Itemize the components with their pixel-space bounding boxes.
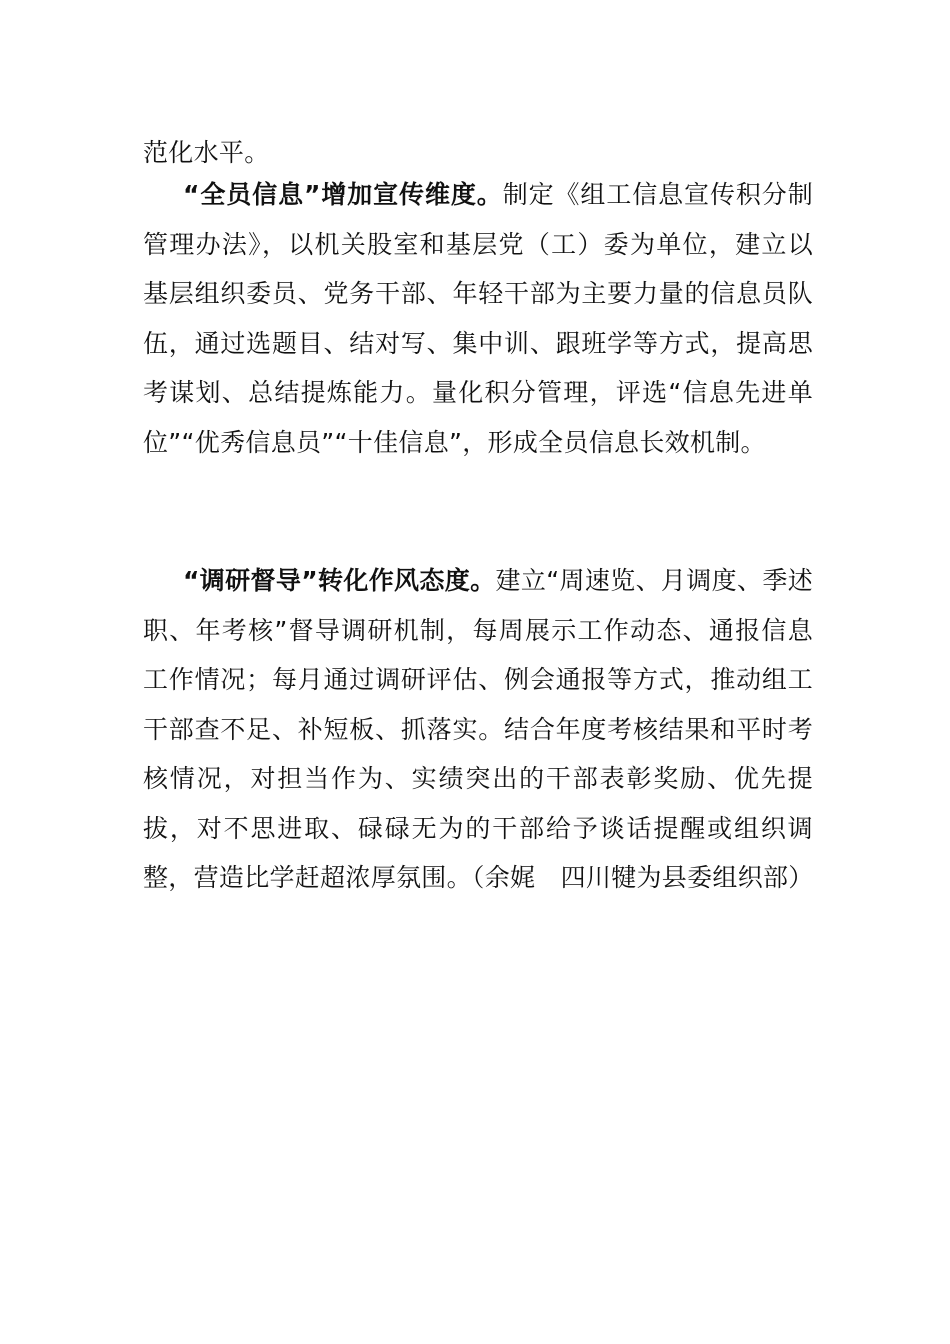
paragraph-body: 建立“周速览、月调度、季述职、年考核”督导调研机制，每周展示工作动态、通报信息工作情况；每月通过调研评估、例会通报等方式，推动组工干部查不足、补短板、抓落实。结合年度考核结果和平时考核情况，对担当作为、实绩突出的干部表彰奖励、优先提拔，对不思进取、碌碌无为的干部给予谈话提醒或组织调整，营造比学赶超浓厚氛围。（余娓 四川犍为县委组织部） — [143, 566, 814, 892]
paragraph-heading: “全员信息”增加宣传维度。 — [183, 180, 503, 209]
paragraph-heading: “调研督导”转化作风态度。 — [183, 566, 496, 595]
paragraph-research-supervision — [143, 556, 813, 903]
paragraph-body: 制定《组工信息宣传积分制管理办法》，以机关股室和基层党（工）委为单位，建立以基层组织委员、党务干部、年轻干部为主要力量的信息员队伍，通过选题目、结对写、集中训、跟班学等方式，提高思考谋划、总结提炼能力。量化积分管理，评选“信息先进单位”“优秀信息员”“十佳信息”，形成全员信息长效机制。 — [143, 180, 813, 457]
paragraph-all-staff-information — [143, 170, 813, 467]
paragraph-body: 范化水平。 — [143, 138, 270, 167]
